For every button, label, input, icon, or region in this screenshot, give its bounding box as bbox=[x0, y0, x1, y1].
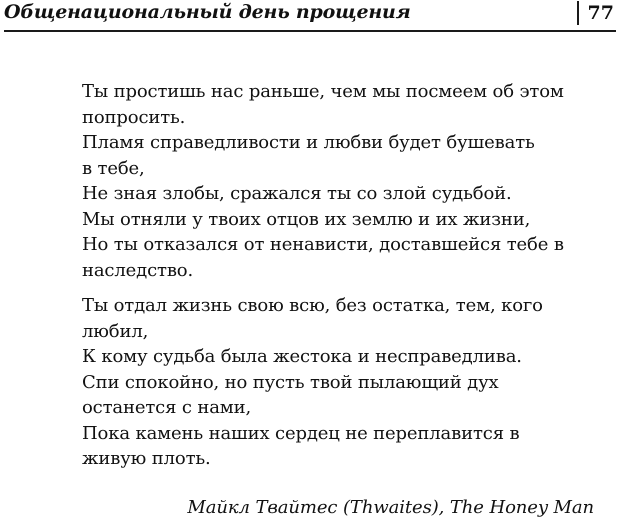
poem-line: попросить. bbox=[82, 106, 186, 128]
poem-line: Но ты отказался от ненависти, доставшейся тебе в bbox=[82, 234, 564, 255]
poem-line: Не зная злобы, сражался ты со злой судьбой. bbox=[82, 183, 512, 204]
poem-line: живую плоть. bbox=[82, 448, 211, 469]
stanza-2 bbox=[82, 293, 602, 472]
poem-line: наследство. bbox=[82, 259, 194, 281]
attribution: Майкл Твайтес (Thwaites), The Honey Man bbox=[187, 497, 594, 518]
poem-line: К кому судьба была жестока и несправедлива. bbox=[82, 346, 522, 367]
poem-line: Ты отдал жизнь свою всю, без остатка, тем, кого bbox=[82, 295, 543, 316]
poem bbox=[82, 79, 602, 482]
poem-line: Пламя справедливости и любви будет бушевать bbox=[82, 132, 535, 153]
poem-line: Спи спокойно, но пусть твой пылающий дух bbox=[82, 371, 499, 393]
page-header bbox=[4, 0, 616, 32]
page-number: 77 bbox=[577, 1, 614, 25]
running-title: Общенациональный день прощения bbox=[4, 1, 411, 23]
poem-line: любил, bbox=[82, 320, 149, 342]
poem-line: Ты простишь нас раньше, чем мы посмеем об этом bbox=[82, 81, 564, 102]
poem-line: в тебе, bbox=[82, 157, 145, 179]
poem-line: Пока камень наших сердец не переплавится в bbox=[82, 422, 520, 444]
stanza-1 bbox=[82, 79, 602, 283]
poem-line: останется с нами, bbox=[82, 397, 252, 418]
poem-line: Мы отняли у твоих отцов их землю и их жизни, bbox=[82, 208, 531, 230]
